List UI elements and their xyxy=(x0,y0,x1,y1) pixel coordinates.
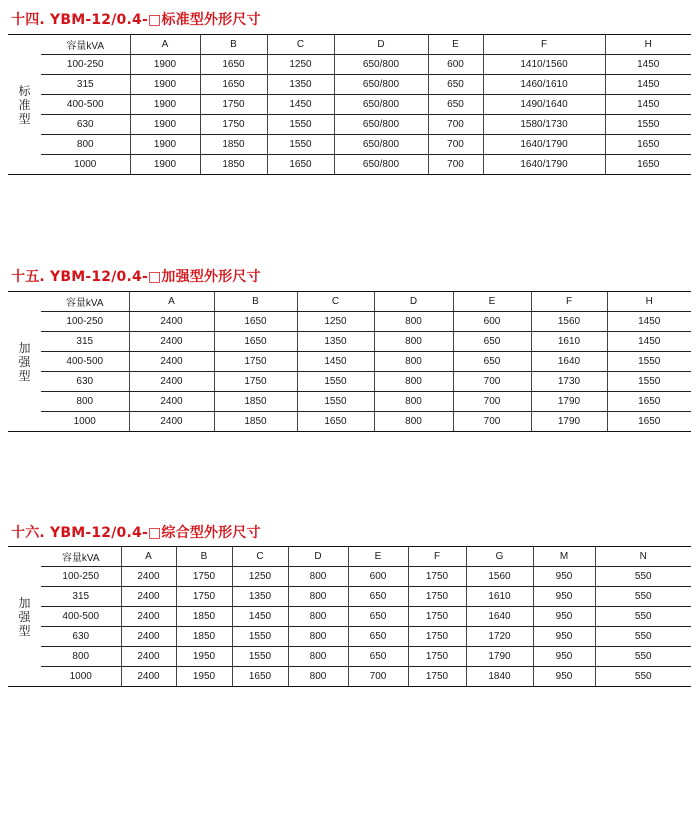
table-cell: 800 xyxy=(374,312,453,332)
table-cell: 1350 xyxy=(297,332,374,352)
header-cell: F xyxy=(408,547,466,567)
table-cell: 1450 xyxy=(605,95,691,115)
table-cell: 650 xyxy=(453,332,531,352)
dimension-table xyxy=(8,546,691,687)
table-cell: 2400 xyxy=(129,372,214,392)
table-row xyxy=(8,115,691,135)
table-row xyxy=(8,392,691,412)
table-cell: 700 xyxy=(453,412,531,432)
table-cell: 1550 xyxy=(232,647,288,667)
table-cell: 550 xyxy=(595,627,691,647)
header-cell: C xyxy=(297,292,374,312)
table-row xyxy=(8,95,691,115)
header-cell: D xyxy=(374,292,453,312)
table-cell: 1640 xyxy=(531,352,607,372)
table-cell: 1610 xyxy=(466,587,533,607)
table-cell: 800 xyxy=(288,667,348,687)
table-cell: 650 xyxy=(428,75,483,95)
table-cell: 1900 xyxy=(130,135,200,155)
dimension-table xyxy=(8,291,691,432)
table-cell: 650 xyxy=(348,647,408,667)
table-cell: 650/800 xyxy=(334,95,428,115)
header-cell: A xyxy=(129,292,214,312)
dimension-table xyxy=(8,34,691,175)
table-cell: 1900 xyxy=(130,115,200,135)
table-cell: 800 xyxy=(41,135,130,155)
table-cell: 1610 xyxy=(531,332,607,352)
header-cell: H xyxy=(605,35,691,55)
table-cell: 650/800 xyxy=(334,135,428,155)
table-cell: 1650 xyxy=(605,155,691,175)
header-cell: E xyxy=(453,292,531,312)
table-cell: 950 xyxy=(533,607,595,627)
table-cell: 1950 xyxy=(176,667,232,687)
table-cell: 1750 xyxy=(408,607,466,627)
table-cell: 1750 xyxy=(408,587,466,607)
header-cell: C xyxy=(232,547,288,567)
table-cell: 1750 xyxy=(200,115,267,135)
table-cell: 1000 xyxy=(41,667,121,687)
table-cell: 650 xyxy=(453,352,531,372)
header-cell: 容量kVA xyxy=(41,292,129,312)
table-cell: 950 xyxy=(533,647,595,667)
table-cell: 1410/1560 xyxy=(483,55,605,75)
table-cell: 1550 xyxy=(607,352,691,372)
table-cell: 1580/1730 xyxy=(483,115,605,135)
table-cell: 1650 xyxy=(605,135,691,155)
table-cell: 800 xyxy=(288,627,348,647)
table-cell: 1640/1790 xyxy=(483,135,605,155)
header-cell: 容量kVA xyxy=(41,35,130,55)
table-cell: 1250 xyxy=(297,312,374,332)
table-cell: 650 xyxy=(428,95,483,115)
table-cell: 2400 xyxy=(121,587,176,607)
table-cell: 2400 xyxy=(121,607,176,627)
header-cell: B xyxy=(176,547,232,567)
table-cell: 1250 xyxy=(232,567,288,587)
header-cell: A xyxy=(121,547,176,567)
table-row xyxy=(8,627,691,647)
table-row xyxy=(8,412,691,432)
header-cell: A xyxy=(130,35,200,55)
table-row xyxy=(8,135,691,155)
header-cell: C xyxy=(267,35,334,55)
table-cell: 2400 xyxy=(129,412,214,432)
table-cell: 1650 xyxy=(214,332,297,352)
table-cell: 100-250 xyxy=(41,55,130,75)
table-cell: 1900 xyxy=(130,55,200,75)
table-cell: 700 xyxy=(428,135,483,155)
table-cell: 2400 xyxy=(129,332,214,352)
table-cell: 650 xyxy=(348,627,408,647)
table-cell: 700 xyxy=(453,392,531,412)
table-cell: 1750 xyxy=(176,567,232,587)
table-cell: 2400 xyxy=(121,567,176,587)
table-cell: 630 xyxy=(41,115,130,135)
table-cell: 550 xyxy=(595,607,691,627)
table-cell: 800 xyxy=(374,332,453,352)
table-cell: 650/800 xyxy=(334,75,428,95)
table-cell: 1850 xyxy=(200,135,267,155)
table-cell: 800 xyxy=(374,352,453,372)
table-cell: 1450 xyxy=(267,95,334,115)
header-cell: M xyxy=(533,547,595,567)
section-title: 十四. YBM-12/0.4-□标准型外形尺寸 xyxy=(11,12,261,28)
table-cell: 1850 xyxy=(176,607,232,627)
table-cell: 650/800 xyxy=(334,115,428,135)
table-cell: 1350 xyxy=(232,587,288,607)
table-cell: 1650 xyxy=(214,312,297,332)
table-cell: 950 xyxy=(533,587,595,607)
table-row xyxy=(8,372,691,392)
table-cell: 1650 xyxy=(607,412,691,432)
table-cell: 1650 xyxy=(232,667,288,687)
table-cell: 400-500 xyxy=(41,95,130,115)
table-cell: 400-500 xyxy=(41,607,121,627)
table-cell: 1850 xyxy=(214,412,297,432)
table-row xyxy=(8,667,691,687)
table-cell: 1650 xyxy=(200,55,267,75)
table-row xyxy=(8,75,691,95)
table-cell: 1550 xyxy=(297,392,374,412)
table-row xyxy=(8,567,691,587)
table-cell: 950 xyxy=(533,667,595,687)
table-row xyxy=(8,647,691,667)
side-label: 标 准 型 xyxy=(8,35,41,175)
table-cell: 700 xyxy=(453,372,531,392)
table-cell: 2400 xyxy=(121,627,176,647)
table-cell: 1750 xyxy=(176,587,232,607)
header-cell: E xyxy=(348,547,408,567)
table-cell: 650/800 xyxy=(334,155,428,175)
header-cell: B xyxy=(214,292,297,312)
table-row xyxy=(8,587,691,607)
table-cell: 800 xyxy=(288,587,348,607)
table-cell: 1450 xyxy=(232,607,288,627)
table-cell: 2400 xyxy=(129,312,214,332)
table-cell: 1550 xyxy=(267,135,334,155)
table-cell: 1750 xyxy=(408,667,466,687)
table-cell: 1750 xyxy=(408,647,466,667)
table-cell: 630 xyxy=(41,372,129,392)
table-cell: 650 xyxy=(348,587,408,607)
table-cell: 2400 xyxy=(121,647,176,667)
table-cell: 1850 xyxy=(176,627,232,647)
table-cell: 2400 xyxy=(129,352,214,372)
table-cell: 1460/1610 xyxy=(483,75,605,95)
table-cell: 800 xyxy=(374,372,453,392)
table-cell: 315 xyxy=(41,75,130,95)
table-cell: 1750 xyxy=(200,95,267,115)
side-label: 加 强 型 xyxy=(8,292,41,432)
table-cell: 1750 xyxy=(214,372,297,392)
table-cell: 1550 xyxy=(605,115,691,135)
header-row xyxy=(8,292,691,312)
table-cell: 1490/1640 xyxy=(483,95,605,115)
table-cell: 700 xyxy=(428,115,483,135)
table-cell: 315 xyxy=(41,587,121,607)
table-cell: 1900 xyxy=(130,75,200,95)
header-cell: F xyxy=(483,35,605,55)
header-cell: E xyxy=(428,35,483,55)
section-title: 十六. YBM-12/0.4-□综合型外形尺寸 xyxy=(11,525,261,541)
table-cell: 1790 xyxy=(531,412,607,432)
table-cell: 550 xyxy=(595,647,691,667)
table-cell: 800 xyxy=(41,392,129,412)
table-cell: 1450 xyxy=(605,75,691,95)
table-cell: 1550 xyxy=(267,115,334,135)
header-cell: H xyxy=(607,292,691,312)
header-row xyxy=(8,35,691,55)
table-cell: 800 xyxy=(374,412,453,432)
table-cell: 1450 xyxy=(607,332,691,352)
header-cell: D xyxy=(288,547,348,567)
table-cell: 2400 xyxy=(129,392,214,412)
section-title: 十五. YBM-12/0.4-□加强型外形尺寸 xyxy=(11,269,261,285)
header-cell: G xyxy=(466,547,533,567)
table-cell: 800 xyxy=(288,647,348,667)
table-cell: 400-500 xyxy=(41,352,129,372)
table-cell: 100-250 xyxy=(41,567,121,587)
table-cell: 550 xyxy=(595,587,691,607)
table-row xyxy=(8,332,691,352)
table-cell: 950 xyxy=(533,627,595,647)
table-cell: 1900 xyxy=(130,95,200,115)
table-cell: 315 xyxy=(41,332,129,352)
table-cell: 1560 xyxy=(466,567,533,587)
table-cell: 100-250 xyxy=(41,312,129,332)
table-row xyxy=(8,352,691,372)
table-cell: 800 xyxy=(288,567,348,587)
table-cell: 700 xyxy=(348,667,408,687)
header-cell: F xyxy=(531,292,607,312)
table-row xyxy=(8,312,691,332)
table-cell: 1250 xyxy=(267,55,334,75)
table-cell: 1640/1790 xyxy=(483,155,605,175)
table-cell: 1550 xyxy=(607,372,691,392)
table-cell: 630 xyxy=(41,627,121,647)
table-cell: 2400 xyxy=(121,667,176,687)
table-cell: 1650 xyxy=(297,412,374,432)
table-cell: 1900 xyxy=(130,155,200,175)
table-cell: 550 xyxy=(595,567,691,587)
table-cell: 600 xyxy=(453,312,531,332)
table-cell: 1950 xyxy=(176,647,232,667)
table-cell: 800 xyxy=(288,607,348,627)
table-cell: 1750 xyxy=(408,567,466,587)
table-cell: 1450 xyxy=(605,55,691,75)
table-cell: 1650 xyxy=(267,155,334,175)
table-cell: 1000 xyxy=(41,155,130,175)
table-cell: 1450 xyxy=(297,352,374,372)
table-cell: 1000 xyxy=(41,412,129,432)
header-row xyxy=(8,547,691,567)
table-cell: 1350 xyxy=(267,75,334,95)
table-cell: 800 xyxy=(374,392,453,412)
table-cell: 1450 xyxy=(607,312,691,332)
table-cell: 650 xyxy=(348,607,408,627)
table-cell: 700 xyxy=(428,155,483,175)
table-row xyxy=(8,55,691,75)
table-row xyxy=(8,155,691,175)
header-cell: 容量kVA xyxy=(41,547,121,567)
table-cell: 1840 xyxy=(466,667,533,687)
table-cell: 600 xyxy=(428,55,483,75)
table-cell: 1560 xyxy=(531,312,607,332)
header-cell: N xyxy=(595,547,691,567)
table-cell: 1550 xyxy=(232,627,288,647)
table-cell: 650/800 xyxy=(334,55,428,75)
table-cell: 550 xyxy=(595,667,691,687)
table-row xyxy=(8,607,691,627)
side-label: 加 强 型 xyxy=(8,547,41,687)
header-cell: B xyxy=(200,35,267,55)
table-cell: 1850 xyxy=(200,155,267,175)
table-cell: 1750 xyxy=(214,352,297,372)
table-cell: 1650 xyxy=(200,75,267,95)
table-cell: 1730 xyxy=(531,372,607,392)
table-cell: 800 xyxy=(41,647,121,667)
table-cell: 600 xyxy=(348,567,408,587)
table-cell: 1720 xyxy=(466,627,533,647)
table-cell: 1650 xyxy=(607,392,691,412)
table-cell: 1750 xyxy=(408,627,466,647)
table-cell: 1790 xyxy=(531,392,607,412)
table-cell: 1640 xyxy=(466,607,533,627)
header-cell: D xyxy=(334,35,428,55)
table-cell: 1850 xyxy=(214,392,297,412)
table-cell: 1790 xyxy=(466,647,533,667)
table-cell: 1550 xyxy=(297,372,374,392)
table-cell: 950 xyxy=(533,567,595,587)
